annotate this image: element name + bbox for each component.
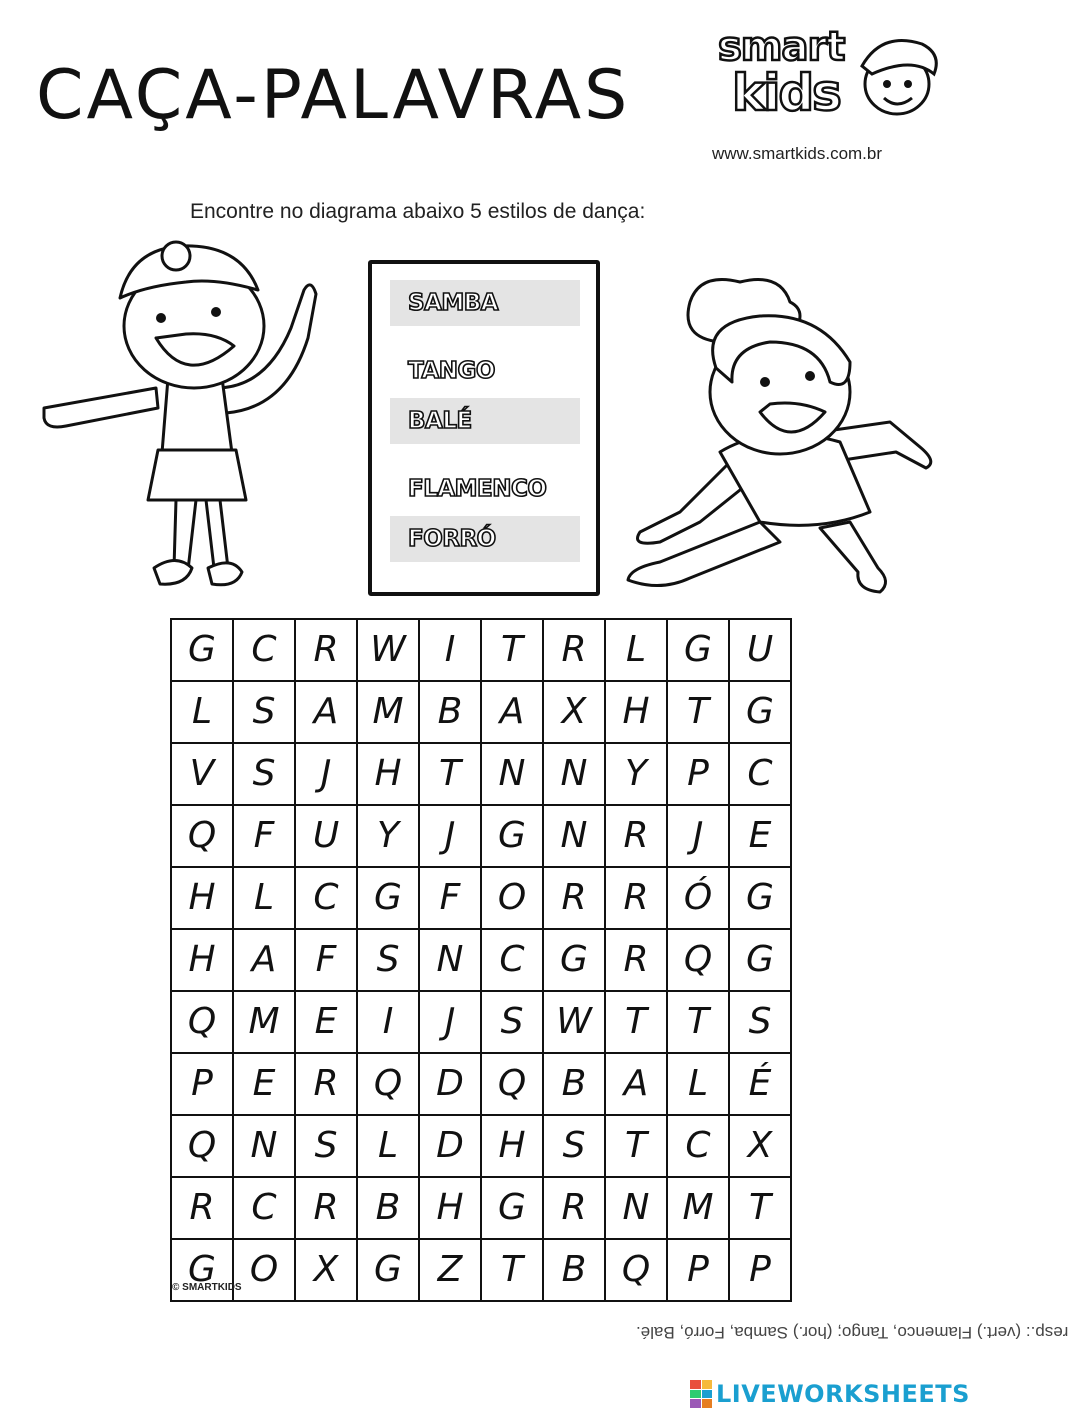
grid-cell[interactable]: T [481,619,543,681]
grid-cell[interactable]: S [729,991,791,1053]
grid-cell[interactable]: G [171,1239,233,1301]
grid-row [171,991,791,1053]
grid-cell[interactable]: O [481,867,543,929]
grid-cell[interactable]: F [419,867,481,929]
grid-cell[interactable]: T [605,1115,667,1177]
grid-cell[interactable]: S [543,1115,605,1177]
grid-row [171,743,791,805]
grid-cell[interactable]: N [543,805,605,867]
grid-cell[interactable]: N [481,743,543,805]
grid-cell[interactable]: X [543,681,605,743]
grid-row [171,805,791,867]
grid-cell[interactable]: T [667,681,729,743]
logo-smart-text: smart [718,24,845,70]
grid-cell[interactable]: G [729,929,791,991]
grid-cell[interactable]: R [543,867,605,929]
grid-cell[interactable]: W [357,619,419,681]
grid-cell[interactable]: M [233,991,295,1053]
grid-cell[interactable]: N [419,929,481,991]
word-list-item: SAMBA [390,280,580,326]
word-list-item: FORRÓ [390,516,580,562]
grid-cell[interactable]: L [357,1115,419,1177]
grid-cell[interactable]: É [729,1053,791,1115]
grid-cell[interactable]: R [543,1177,605,1239]
grid-cell[interactable]: V [171,743,233,805]
word-list-item: FLAMENCO [408,476,547,502]
grid-cell[interactable]: R [295,619,357,681]
grid-cell[interactable]: L [233,867,295,929]
ballerina-illustration [36,238,336,598]
grid-cell[interactable]: Ó [667,867,729,929]
grid-cell[interactable]: J [419,991,481,1053]
liveworksheets-footer [690,1380,970,1408]
website-url: www.smartkids.com.br [712,144,883,163]
grid-cell[interactable]: Z [419,1239,481,1301]
grid-cell[interactable]: C [295,867,357,929]
grid-row [171,1053,791,1115]
grid-row [171,929,791,991]
grid-cell[interactable]: R [605,867,667,929]
grid-cell[interactable]: T [481,1239,543,1301]
grid-cell[interactable]: L [171,681,233,743]
liveworksheets-brand: LIVEWORKSHEETS [716,1380,970,1408]
grid-cell[interactable]: P [667,1239,729,1301]
grid-cell[interactable]: D [419,1115,481,1177]
grid-cell[interactable]: B [543,1053,605,1115]
letter-grid [170,618,792,1302]
grid-cell[interactable]: G [729,681,791,743]
grid-cell[interactable]: N [233,1115,295,1177]
grid-cell[interactable]: S [233,681,295,743]
grid-cell[interactable]: U [729,619,791,681]
grid-cell[interactable]: M [667,1177,729,1239]
smartkids-mascot-icon [842,26,952,126]
grid-cell[interactable]: S [295,1115,357,1177]
copyright-text: © SMARTKIDS [172,1282,242,1293]
grid-cell[interactable]: L [605,619,667,681]
grid-cell[interactable]: C [233,619,295,681]
grid-cell[interactable]: W [543,991,605,1053]
grid-cell[interactable]: P [171,1053,233,1115]
grid-cell[interactable]: I [419,619,481,681]
grid-cell[interactable]: G [481,1177,543,1239]
grid-cell[interactable]: H [605,681,667,743]
grid-cell[interactable]: U [295,805,357,867]
grid-cell[interactable]: R [605,929,667,991]
word-list-box [368,260,600,596]
grid-cell[interactable]: G [667,619,729,681]
grid-cell[interactable]: R [605,805,667,867]
grid-cell[interactable]: F [295,929,357,991]
grid-cell[interactable]: I [357,991,419,1053]
grid-row [171,619,791,681]
smartkids-logo [712,22,962,132]
grid-cell[interactable]: C [233,1177,295,1239]
grid-cell[interactable]: P [667,743,729,805]
grid-cell[interactable]: T [729,1177,791,1239]
word-list-item: TANGO [408,358,495,384]
grid-cell[interactable]: G [357,867,419,929]
grid-cell[interactable]: G [543,929,605,991]
grid-cell[interactable]: E [729,805,791,867]
grid-cell[interactable]: H [357,743,419,805]
grid-cell[interactable]: B [419,681,481,743]
grid-cell[interactable]: Q [171,991,233,1053]
grid-cell[interactable]: Y [357,805,419,867]
grid-cell[interactable]: F [233,805,295,867]
grid-cell[interactable]: G [729,867,791,929]
grid-cell[interactable]: J [419,805,481,867]
grid-cell[interactable]: J [667,805,729,867]
grid-cell[interactable]: X [295,1239,357,1301]
grid-cell[interactable]: H [419,1177,481,1239]
grid-row [171,867,791,929]
grid-cell[interactable]: G [481,805,543,867]
grid-cell[interactable]: H [171,929,233,991]
grid-cell[interactable]: D [419,1053,481,1115]
grid-cell[interactable]: A [233,929,295,991]
grid-cell[interactable]: Q [171,805,233,867]
grid-cell[interactable]: O [233,1239,295,1301]
grid-cell[interactable]: L [667,1053,729,1115]
logo-kids-text: kids [732,64,840,122]
grid-cell[interactable]: N [605,1177,667,1239]
grid-cell[interactable]: Q [171,1115,233,1177]
grid-cell[interactable]: R [295,1177,357,1239]
grid-cell[interactable]: T [419,743,481,805]
grid-row [171,1115,791,1177]
grid-cell[interactable]: J [295,743,357,805]
grid-cell[interactable]: Y [605,743,667,805]
grid-cell[interactable]: Q [605,1239,667,1301]
grid-cell[interactable]: Q [667,929,729,991]
dancer-illustration [620,272,960,602]
grid-cell[interactable]: E [233,1053,295,1115]
page-title: CAÇA-PALAVRAS [36,56,631,135]
grid-row [171,681,791,743]
grid-cell[interactable]: H [481,1115,543,1177]
grid-cell[interactable]: X [729,1115,791,1177]
grid-row [171,1239,791,1301]
grid-cell[interactable]: T [605,991,667,1053]
grid-cell[interactable]: R [295,1053,357,1115]
grid-cell[interactable]: A [481,681,543,743]
grid-cell[interactable]: B [543,1239,605,1301]
grid-cell[interactable]: R [543,619,605,681]
grid-cell[interactable]: M [357,681,419,743]
grid-cell[interactable]: A [295,681,357,743]
grid-cell[interactable]: H [171,867,233,929]
grid-cell[interactable]: S [481,991,543,1053]
instruction-text: Encontre no diagrama abaixo 5 estilos de dança: [190,200,646,223]
grid-cell[interactable]: S [357,929,419,991]
grid-row [171,1177,791,1239]
grid-cell[interactable]: P [729,1239,791,1301]
grid-cell[interactable]: A [605,1053,667,1115]
grid-cell[interactable]: G [357,1239,419,1301]
answer-key-upside-down: resp.: (vert.) Flamenco, Tango; (hor.) Samba, Forró, Balé. [636,1323,1068,1342]
grid-cell[interactable]: C [481,929,543,991]
grid-cell[interactable]: S [233,743,295,805]
liveworksheets-logo-icon [690,1380,712,1408]
grid-cell[interactable]: Q [357,1053,419,1115]
grid-cell[interactable]: R [171,1177,233,1239]
grid-cell[interactable]: Q [481,1053,543,1115]
grid-cell[interactable]: G [171,619,233,681]
grid-cell[interactable]: C [729,743,791,805]
grid-cell[interactable]: E [295,991,357,1053]
word-list-item: BALÉ [390,398,580,444]
grid-cell[interactable]: B [357,1177,419,1239]
grid-cell[interactable]: T [667,991,729,1053]
grid-cell[interactable]: C [667,1115,729,1177]
grid-cell[interactable]: N [543,743,605,805]
